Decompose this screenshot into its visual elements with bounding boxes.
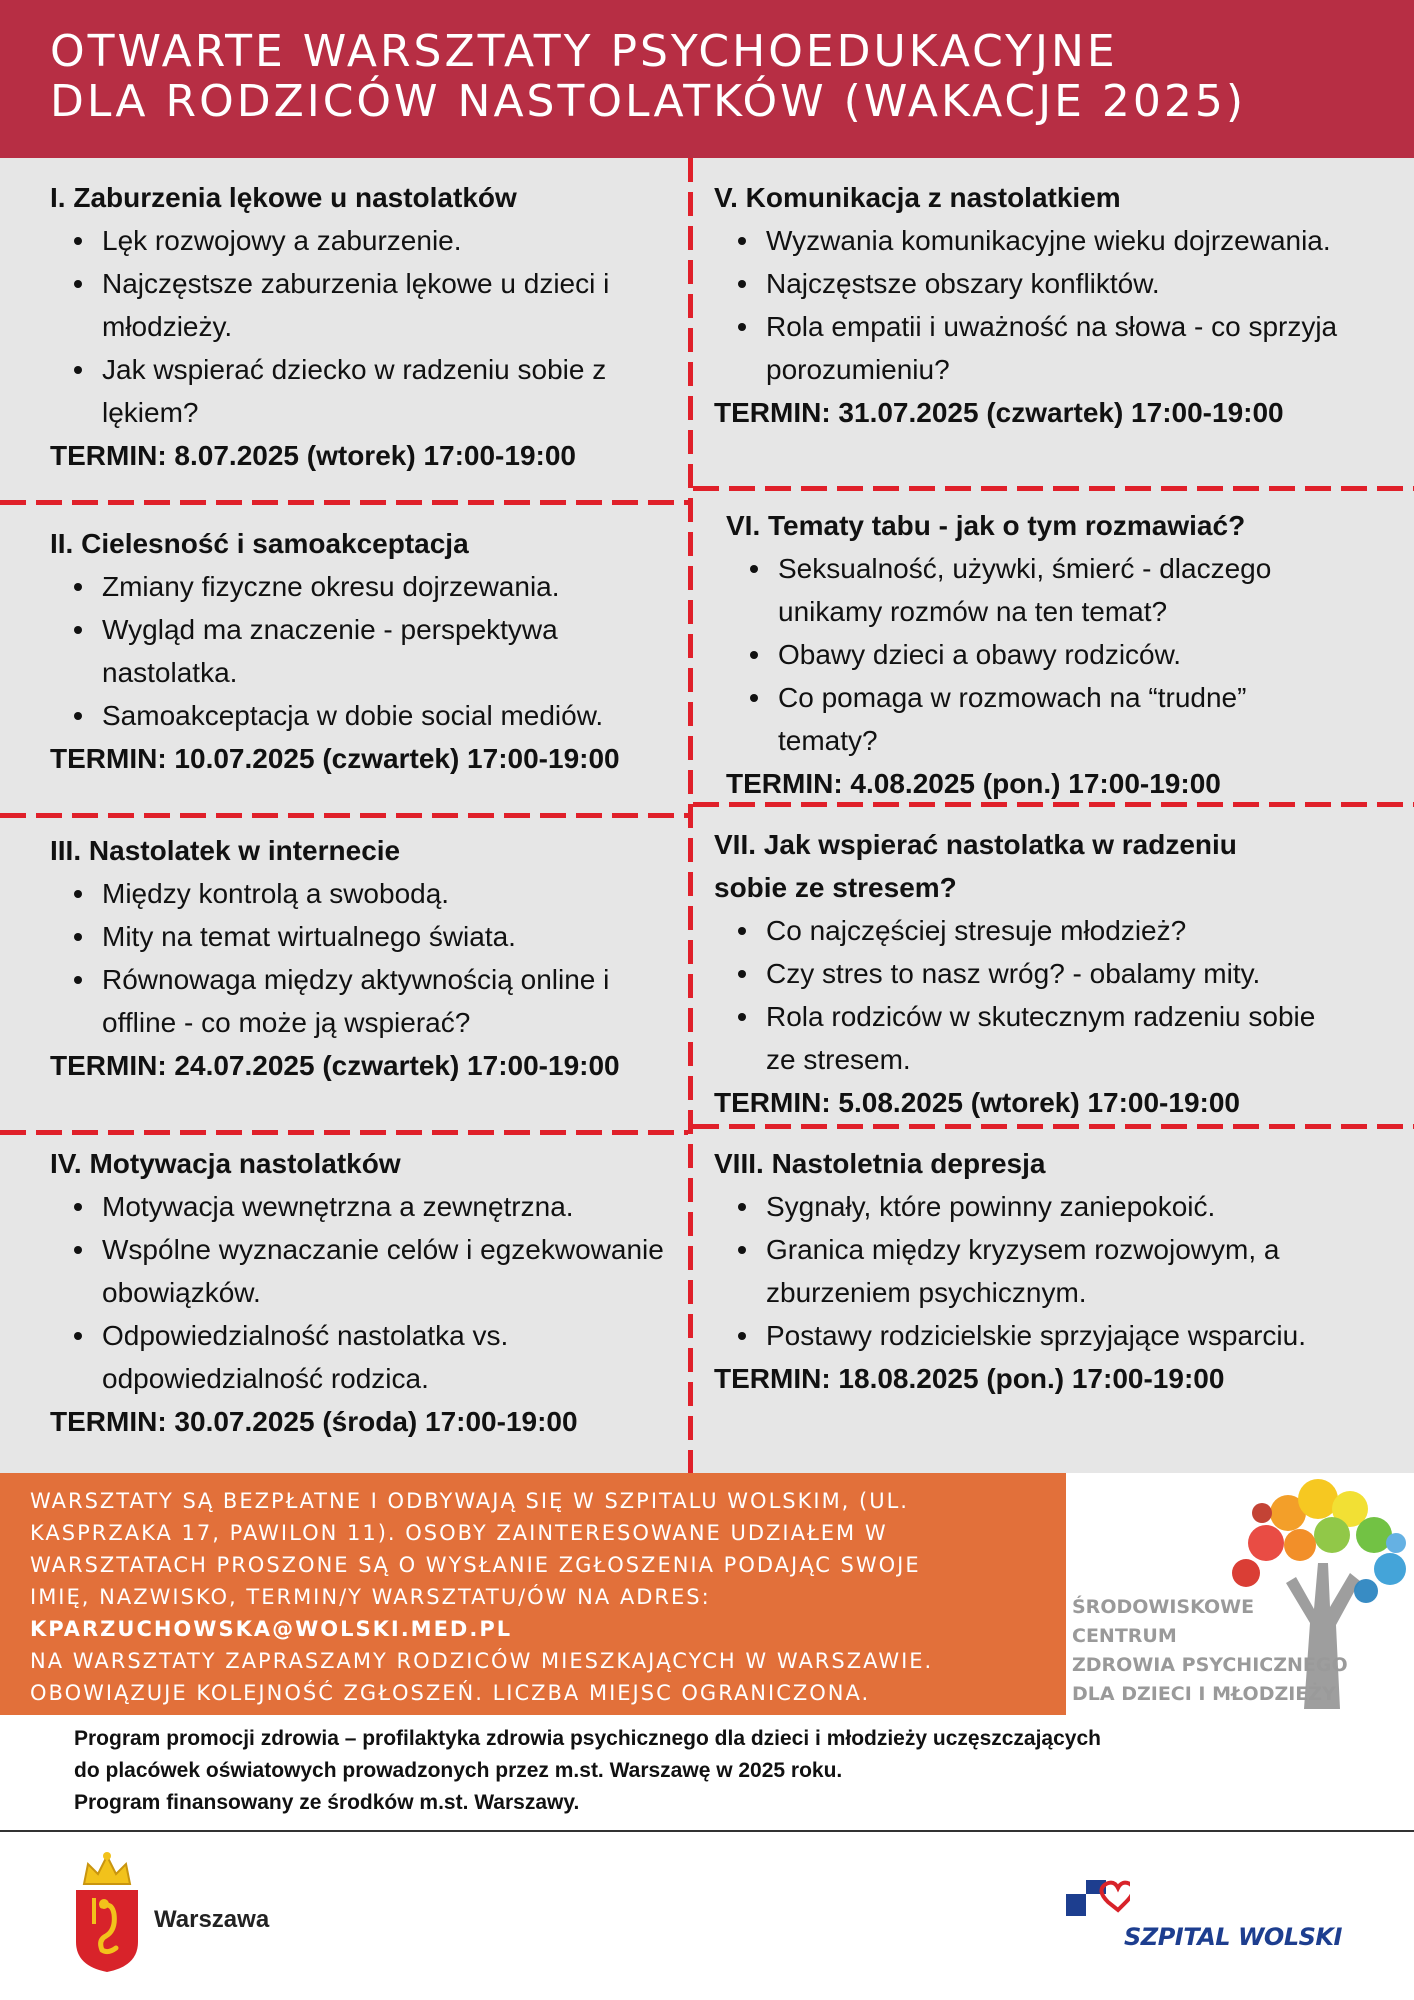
list-item: Postawy rodzicielskie sprzyjające wsparciu. <box>714 1314 1344 1357</box>
workshop-title: II. Cielesność i samoakceptacja <box>50 528 469 559</box>
divider <box>0 1130 688 1135</box>
workshop-title: VI. Tematy tabu - jak o tym rozmawiać? <box>726 510 1246 541</box>
workshop-date: TERMIN: 4.08.2025 (pon.) 17:00-19:00 <box>726 768 1221 799</box>
workshop-date: TERMIN: 31.07.2025 (czwartek) 17:00-19:00 <box>714 397 1284 428</box>
header-banner <box>0 0 1414 158</box>
workshop-title: VII. Jak wspierać nastolatka w radzeniu sobie ze stresem? <box>714 829 1237 903</box>
list-item: Lęk rozwojowy a zaburzenie. <box>50 219 680 262</box>
divider <box>693 486 1414 491</box>
list-item: Granica między kryzysem rozwojowym, a zburzeniem psychicznym. <box>714 1228 1344 1314</box>
center-name-line: ZDROWIA PSYCHICZNEGO <box>1072 1654 1348 1676</box>
separator-line <box>0 1830 1414 1832</box>
warsaw-logo-text: Warszawa <box>154 1906 270 1933</box>
workshop-8 <box>714 1142 1344 1400</box>
info-box <box>0 1473 1066 1715</box>
program-note <box>74 1723 1101 1819</box>
list-item: Wspólne wyznaczanie celów i egzekwowanie obowiązków. <box>50 1228 680 1314</box>
list-item: Motywacja wewnętrzna a zewnętrzna. <box>50 1185 680 1228</box>
vertical-divider <box>688 158 693 1473</box>
workshop-date: TERMIN: 24.07.2025 (czwartek) 17:00-19:00 <box>50 1050 620 1081</box>
list-item: Samoakceptacja w dobie social mediów. <box>50 694 680 737</box>
szpital-wolski-logo-text: SZPITAL WOLSKI <box>1124 1923 1342 1951</box>
divider <box>693 1124 1414 1129</box>
workshop-date: TERMIN: 10.07.2025 (czwartek) 17:00-19:00 <box>50 743 620 774</box>
info-line: NA WARSZTATY ZAPRASZAMY RODZICÓW MIESZKAJĄCYCH W WARSZAWIE. <box>30 1649 934 1673</box>
info-line: OBOWIĄZUJE KOLEJNOŚĆ ZGŁOSZEŃ. LICZBA MIEJSC OGRANICZONA. <box>30 1681 871 1705</box>
info-line: WARSZTATACH PROSZONE SĄ O WYSŁANIE ZGŁOSZENIA PODAJĄC SWOJE <box>30 1553 921 1577</box>
list-item: Najczęstsze zaburzenia lękowe u dzieci i młodzieży. <box>50 262 680 348</box>
list-item: Jak wspierać dziecko w radzeniu sobie z lękiem? <box>50 348 680 434</box>
info-line: WARSZTATY SĄ BEZPŁATNE I ODBYWAJĄ SIĘ W SZPITALU WOLSKIM, (UL. <box>30 1489 909 1513</box>
workshop-title: VIII. Nastoletnia depresja <box>714 1148 1046 1179</box>
szpital-wolski-logo-icon <box>1066 1880 1130 1930</box>
list-item: Rola rodziców w skutecznym radzeniu sobie ze stresem. <box>714 995 1344 1081</box>
center-name <box>1072 1593 1348 1709</box>
list-item: Obawy dzieci a obawy rodziców. <box>726 633 1346 676</box>
workshop-title: IV. Motywacja nastolatków <box>50 1148 401 1179</box>
program-line: Program promocji zdrowia – profilaktyka zdrowia psychicznego dla dzieci i młodzieży uczęszczających <box>74 1727 1101 1750</box>
workshop-4 <box>50 1142 680 1443</box>
program-line: do placówek oświatowych prowadzonych przez m.st. Warszawę w 2025 roku. <box>74 1759 843 1782</box>
info-line: IMIĘ, NAZWISKO, TERMIN/Y WARSZTATU/ÓW NA ADRES: <box>30 1585 711 1609</box>
divider <box>0 813 688 818</box>
contact-email-link[interactable]: KPARZUCHOWSKA@WOLSKI.MED.PL <box>30 1617 513 1641</box>
workshop-date: TERMIN: 30.07.2025 (środa) 17:00-19:00 <box>50 1406 578 1437</box>
list-item: Zmiany fizyczne okresu dojrzewania. <box>50 565 680 608</box>
workshop-title: V. Komunikacja z nastolatkiem <box>714 182 1121 213</box>
list-item: Odpowiedzialność nastolatka vs. odpowiedzialność rodzica. <box>50 1314 680 1400</box>
divider <box>0 500 688 505</box>
list-item: Wygląd ma znaczenie - perspektywa nastolatka. <box>50 608 680 694</box>
workshop-date: TERMIN: 5.08.2025 (wtorek) 17:00-19:00 <box>714 1087 1240 1118</box>
list-item: Czy stres to nasz wróg? - obalamy mity. <box>714 952 1344 995</box>
list-item: Sygnały, które powinny zaniepokoić. <box>714 1185 1344 1228</box>
workshop-date: TERMIN: 8.07.2025 (wtorek) 17:00-19:00 <box>50 440 576 471</box>
list-item: Równowaga między aktywnością online i offline - co może ją wspierać? <box>50 958 680 1044</box>
list-item: Co pomaga w rozmowach na “trudne” tematy? <box>726 676 1346 762</box>
workshop-2 <box>50 522 680 780</box>
list-item: Co najczęściej stresuje młodzież? <box>714 909 1344 952</box>
list-item: Rola empatii i uważność na słowa - co sprzyja porozumieniu? <box>714 305 1344 391</box>
workshop-3 <box>50 829 680 1087</box>
workshop-grid <box>0 158 1414 1473</box>
center-name-line: CENTRUM <box>1072 1625 1177 1647</box>
header-title-line-2: DLA RODZICÓW NASTOLATKÓW (WAKACJE 2025) <box>50 76 1247 127</box>
workshop-6 <box>726 504 1346 805</box>
workshop-title: III. Nastolatek w internecie <box>50 835 401 866</box>
center-name-line: DLA DZIECI I MŁODZIEŻY <box>1072 1683 1336 1705</box>
list-item: Seksualność, używki, śmierć - dlaczego unikamy rozmów na ten temat? <box>726 547 1346 633</box>
list-item: Wyzwania komunikacyjne wieku dojrzewania. <box>714 219 1344 262</box>
center-logo <box>1066 1473 1414 1715</box>
center-name-line: ŚRODOWISKOWE <box>1072 1596 1255 1618</box>
workshop-title: I. Zaburzenia lękowe u nastolatków <box>50 182 517 213</box>
workshop-5 <box>714 176 1344 434</box>
program-line: Program finansowany ze środków m.st. Warszawy. <box>74 1791 580 1814</box>
list-item: Między kontrolą a swobodą. <box>50 872 680 915</box>
workshop-1 <box>50 176 680 477</box>
workshop-date: TERMIN: 18.08.2025 (pon.) 17:00-19:00 <box>714 1363 1225 1394</box>
warsaw-coat-of-arms-icon <box>72 1850 142 1974</box>
workshop-7 <box>714 823 1344 1124</box>
header-title-line-1: OTWARTE WARSZTATY PSYCHOEDUKACYJNE <box>50 26 1118 77</box>
info-line: KASPRZAKA 17, PAWILON 11). OSOBY ZAINTERESOWANE UDZIAŁEM W <box>30 1521 888 1545</box>
list-item: Najczęstsze obszary konfliktów. <box>714 262 1344 305</box>
list-item: Mity na temat wirtualnego świata. <box>50 915 680 958</box>
